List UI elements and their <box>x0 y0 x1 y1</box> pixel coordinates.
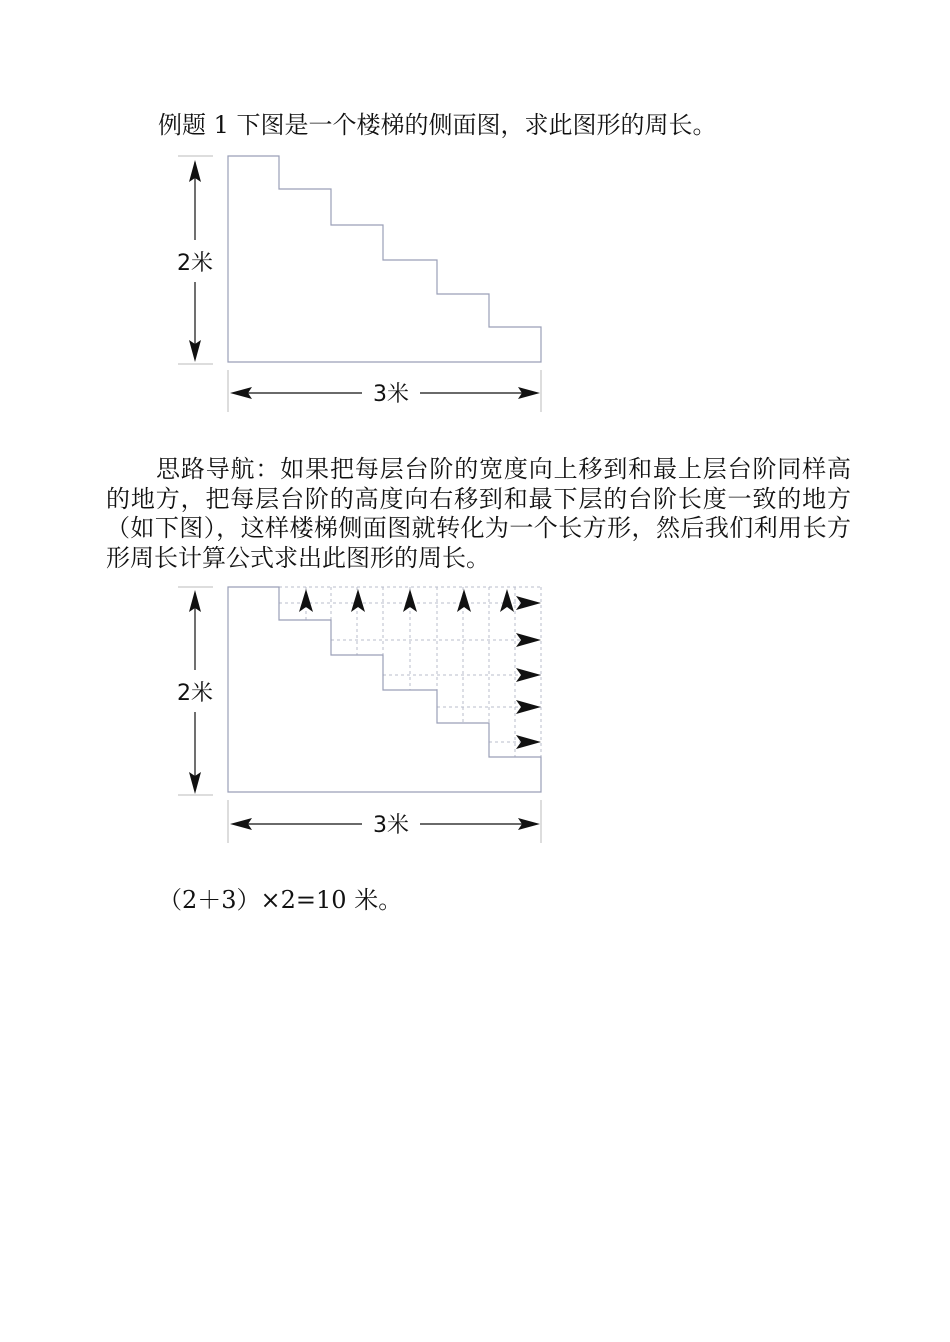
width-label-2: 3米 <box>373 813 409 838</box>
arrow-right-icon <box>516 668 541 682</box>
arrow-up-icon <box>500 589 514 612</box>
answer-line: （2＋3）×2=10 米。 <box>158 886 403 914</box>
arrow-right-icon <box>516 700 541 714</box>
arrow-up-icon <box>299 589 313 612</box>
right-arrows <box>516 596 541 749</box>
height-label: 2米 <box>177 251 213 276</box>
width-label: 3米 <box>373 382 409 407</box>
arrow-up-icon <box>351 589 365 612</box>
explanation-paragraph: 思路导航：如果把每层台阶的宽度向上移到和最上层台阶同样高的地方，把每层台阶的高度向右移到和最下层的台阶长度一致的地方（如下图），这样楼梯侧面图就转化为一个长方形，然后我们利用长方形周长计算公式求出此图形的周长。 <box>106 455 851 572</box>
dashed-guides <box>279 587 541 757</box>
example-title: 例题 1 下图是一个楼梯的侧面图，求此图形的周长。 <box>158 111 717 139</box>
height-label-2: 2米 <box>177 681 213 706</box>
arrow-up-icon <box>403 589 417 612</box>
arrow-up-icon <box>457 589 471 612</box>
staircase-outline-2 <box>228 587 541 792</box>
